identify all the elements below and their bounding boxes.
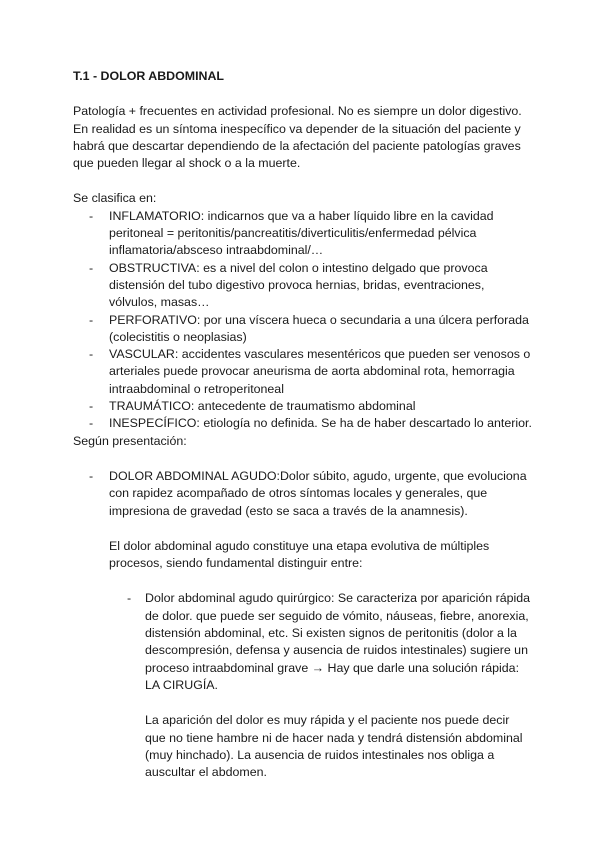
classification-item-vascular: - VASCULAR: accidentes vasculares mesentéricos que pueden ser venosos o arteriales puede provocar aneurisma de aorta abdominal rota, hemorragia intraabdominal o retroperitoneal [73,346,533,398]
acute-subtype-surgical: - Dolor abdominal agudo quirúrgico: Se caracteriza por aparición rápida de dolor. que puede ser seguido de vómito, náuseas, fiebre, anorexia, distensión abdominal, etc. Si existen signos de peritonitis (dolor a la descompresión, defensa y ausencia de ruidos intestinales) sugiere un proceso intraabdominal grave → Hay que darle una solución rápida: LA CIRUGÍA. [73,590,533,694]
classification-item-traumatico: - TRAUMÁTICO: antecedente de traumatismo abdominal [73,398,533,415]
classification-item-obstructiva: - OBSTRUCTIVA: es a nivel del colon o intestino delgado que provoca distensión del tubo digestivo provoca hernias, bridas, eventraciones, vólvulos, masas… [73,260,533,312]
classification-item-inflamatorio: - INFLAMATORIO: indicarnos que va a haber líquido libre en la cavidad peritoneal = peritonitis/pancreatitis/diverticulitis/enfermedad pélvica inflamatoria/absceso intraabdominal/… [73,208,533,260]
intro-paragraph: Patología + frecuentes en actividad profesional. No es siempre un dolor digestivo. En realidad es un síntoma inespecífico va depender de la situación del paciente y habrá que descartar dependiendo de la afectación del paciente patologías graves que pueden llegar al shock o a la muerte. [73,104,522,171]
acute-paragraph: El dolor abdominal agudo constituye una etapa evolutiva de múltiples procesos, siendo fundamental distinguir entre: [109,538,490,571]
spacer [73,694,533,712]
classification-item-inespecifico: - INESPECÍFICO: etiología no definida. Se ha de haber descartado lo anterior. [73,415,533,432]
spacer [73,450,533,468]
acute-subtype-list [73,590,533,694]
classification-label: Se clasifica en: [73,191,157,206]
document-title: T.1 - DOLOR ABDOMINAL [73,69,224,83]
surgical-paragraph: La aparición del dolor es muy rápida y el paciente nos puede decir que no tiene hambre ni de hacer nada y tendrá distensión abdominal (muy hinchado). La ausencia de ruidos intestinales nos obliga a auscultar el abdomen. [145,713,523,780]
presentation-list [73,468,533,520]
spacer [73,520,533,538]
document-page [73,68,533,781]
presentation-label: Según presentación: [73,433,187,448]
spacer [73,572,533,590]
presentation-item-acute: - DOLOR ABDOMINAL AGUDO:Dolor súbito, agudo, urgente, que evoluciona con rapidez acompañado de otros síntomas locales y generales, que impresiona de gravedad (esto se saca a través de la anamnesis). [73,468,533,520]
classification-item-perforativo: - PERFORATIVO: por una víscera hueca o secundaria a una úlcera perforada (colecistitis o neoplasias) [73,312,533,347]
classification-list [73,208,533,433]
